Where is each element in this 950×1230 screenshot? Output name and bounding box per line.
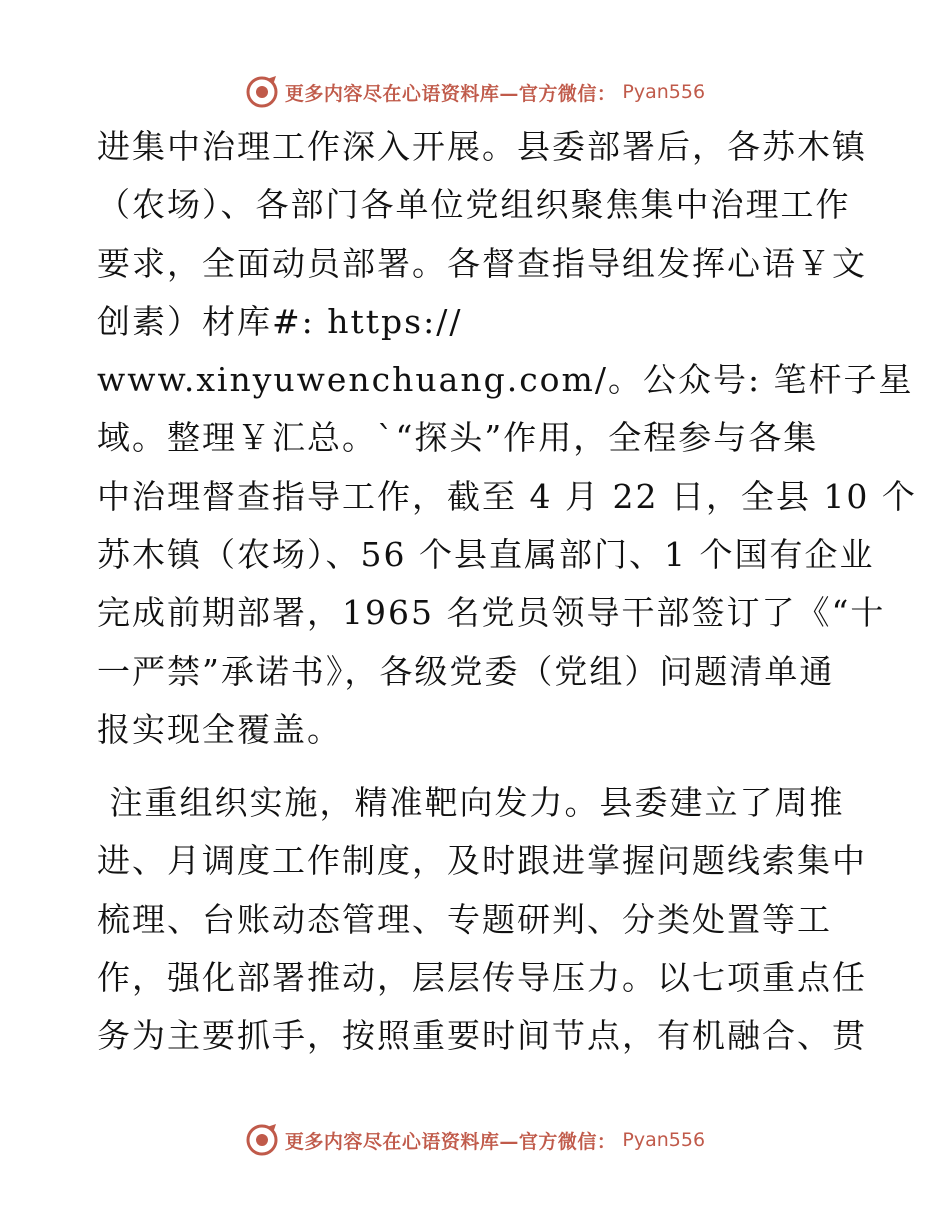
text-line: 创素）材库#: https:// (97, 301, 463, 341)
text-line: （农场）、各部门各单位党组织聚焦集中治理工作 (97, 185, 851, 225)
text-line: 域。整理￥汇总。`“探头”作用，全程参与各集 (97, 418, 819, 458)
text-line: 中治理督查指导工作，截至 4 月 22 日，全县 10 个 (97, 476, 917, 516)
text-line: 作，强化部署推动，层层传导压力。以七项重点任 (97, 957, 867, 997)
text-line: 梳理、台账动态管理、专题研判、分类处置等工 (97, 899, 832, 939)
text-line: 报实现全覆盖。 (97, 709, 342, 749)
text-line: www.xinyuwenchuang.com/。公众号: 笔杆子星 (97, 360, 914, 400)
text-line: 进集中治理工作深入开展。县委部署后，各苏木镇 (97, 127, 867, 166)
watermark-text: 更多内容尽在心语资料库—官方微信： (284, 1130, 617, 1153)
text-line: 进、月调度工作制度，及时跟进掌握问题线索集中 (97, 841, 867, 881)
text-line: 要求，全面动员部署。各督查指导组发挥心语￥文 (97, 243, 867, 283)
brand-logo-icon (245, 75, 279, 109)
paragraph-2 (97, 774, 867, 1065)
header-watermark (0, 72, 950, 112)
text-line: 完成前期部署，1965 名党员领导干部签订了《“十 (97, 593, 886, 633)
watermark-contact: Pyan556 (622, 1129, 706, 1151)
text-line: 注重组织实施，精准靶向发力。县委建立了周推 (97, 783, 845, 822)
text-line: 一严禁”承诺书》，各级党委（党组）问题清单通 (97, 651, 835, 691)
text-line: 苏木镇（农场）、56 个县直属部门、1 个国有企业 (97, 535, 875, 575)
watermark-text: 更多内容尽在心语资料库—官方微信： (284, 82, 617, 105)
watermark-contact: Pyan556 (622, 81, 706, 103)
text-line: 务为主要抓手，按照重要时间节点，有机融合、贯 (97, 1016, 867, 1056)
brand-logo-icon (245, 1123, 279, 1157)
paragraph-1 (97, 118, 917, 759)
footer-watermark (0, 1120, 950, 1160)
